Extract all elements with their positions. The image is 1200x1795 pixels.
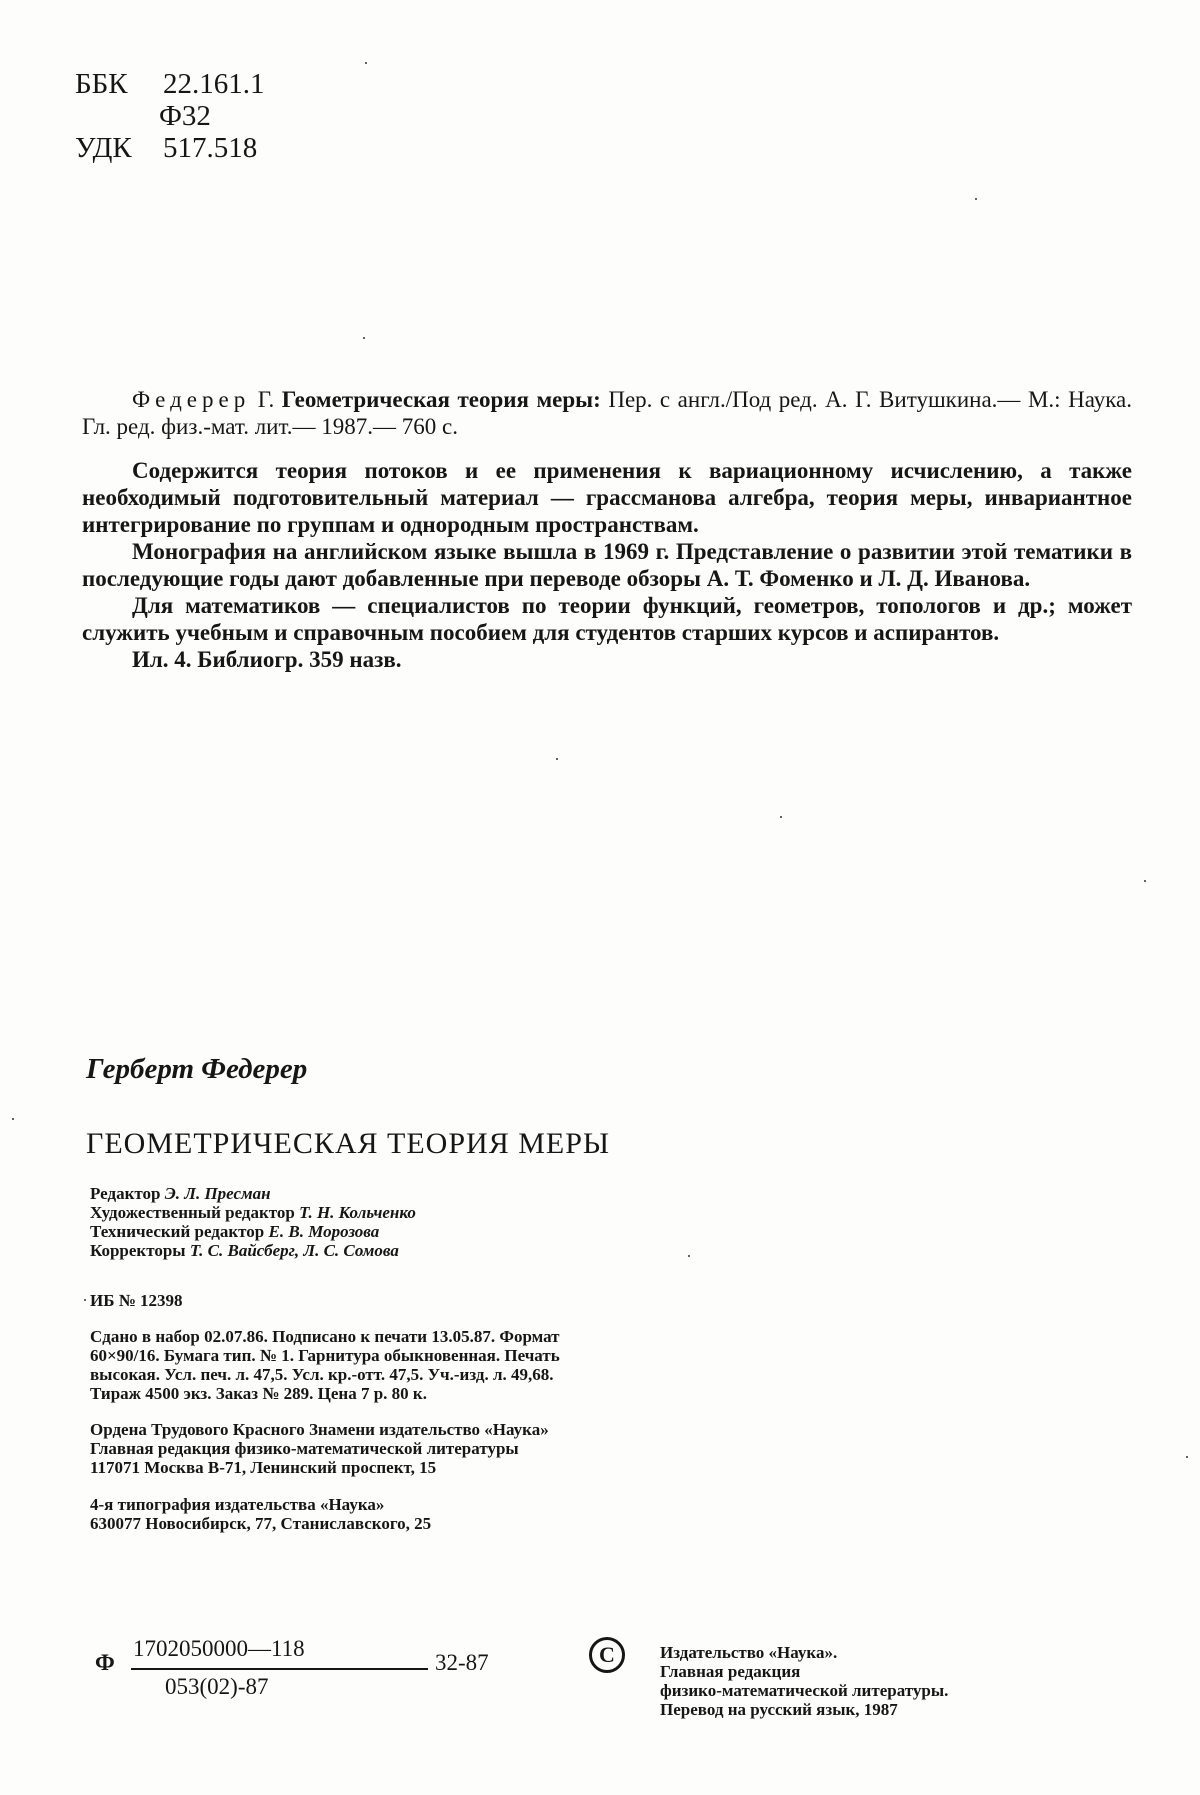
print-line: Сдано в набор 02.07.86. Подписано к печати 13.05.87. Формат	[90, 1327, 560, 1346]
proofreaders-names: Т. С. Вайсберг, Л. С. Сомова	[189, 1241, 399, 1260]
author-mark: Ф32	[159, 100, 211, 132]
book-title: ГЕОМЕТРИЧЕСКАЯ ТЕОРИЯ МЕРЫ	[86, 1127, 611, 1160]
bibliographic-annotation	[82, 386, 1132, 673]
citation-author: Федерер	[132, 387, 251, 412]
scan-speck	[1186, 1456, 1188, 1458]
scan-speck	[688, 1255, 690, 1257]
fraction-bar	[131, 1668, 428, 1670]
art-editor-name: Т. Н. Кольченко	[299, 1203, 416, 1222]
copyright-line: Перевод на русский язык, 1987	[660, 1700, 898, 1719]
scan-speck	[1144, 880, 1146, 882]
ib-number: ИБ № 12398	[90, 1291, 183, 1310]
scan-speck	[363, 337, 365, 339]
udk-label: УДК	[75, 132, 132, 164]
print-line: Тираж 4500 экз. Заказ № 289. Цена 7 р. 80 к.	[90, 1384, 427, 1403]
publisher-info	[90, 1420, 870, 1477]
editor-name: Э. Л. Пресман	[164, 1184, 271, 1203]
copyright-line: Главная редакция	[660, 1662, 801, 1681]
tech-editor-name: Е. В. Морозова	[268, 1222, 380, 1241]
udk-value: 517.518	[163, 132, 258, 164]
print-line: высокая. Усл. печ. л. 47,5. Усл. кр.-отт. 47,5. Уч.-изд. л. 49,68.	[90, 1365, 554, 1384]
price-phi: Ф	[95, 1650, 115, 1675]
scan-speck	[556, 758, 558, 760]
printer-line: 4-я типография издательства «Наука»	[90, 1495, 385, 1514]
scan-speck	[975, 198, 977, 200]
citation	[82, 386, 1132, 440]
scan-speck	[365, 62, 367, 64]
tech-editor-line	[90, 1222, 870, 1241]
price-denominator: 053(02)-87	[165, 1674, 269, 1699]
printer-line: 630077 Новосибирск, 77, Станиславского, 25	[90, 1514, 432, 1533]
bbk-label: ББК	[75, 68, 128, 100]
citation-title: Геометрическая теория меры:	[281, 387, 601, 412]
annotation-paragraph-1: Содержится теория потоков и ее применения к вариационному исчислению, а также необходимый подготовительный материал — грассманова алгебра, теория меры, инвариантное интегрирование по группам и однородным пространствам.	[82, 458, 1132, 537]
copyright-notice	[660, 1643, 948, 1719]
print-details	[90, 1327, 870, 1403]
citation-initial: Г.	[257, 387, 275, 412]
scan-speck	[12, 1118, 14, 1120]
art-editor-label: Художественный редактор	[90, 1203, 295, 1222]
scan-speck	[780, 816, 782, 818]
scan-speck	[84, 1299, 86, 1301]
art-editor-line	[90, 1203, 870, 1222]
price-numerator: 1702050000—118	[133, 1636, 305, 1661]
copyright-icon: C	[589, 1637, 625, 1673]
classification-codes	[75, 68, 265, 164]
print-line: 60×90/16. Бумага тип. № 1. Гарнитура обыкновенная. Печать	[90, 1346, 560, 1365]
book-author: Герберт Федерер	[86, 1053, 308, 1085]
editor-line	[90, 1184, 870, 1203]
copyright-line: физико-математической литературы.	[660, 1681, 949, 1700]
tech-editor-label: Технический редактор	[90, 1222, 265, 1241]
editor-label: Редактор	[90, 1184, 161, 1203]
printer-info	[90, 1495, 870, 1533]
annotation-paragraph-2: Монография на английском языке вышла в 1969 г. Представление о развитии этой тематики в последующие годы дают добавленные при переводе обзоры А. Т. Фоменко и Л. Д. Иванова.	[82, 539, 1132, 591]
publisher-line: Ордена Трудового Красного Знамени издательство «Наука»	[90, 1420, 549, 1439]
annotation-paragraph-4: Ил. 4. Библиогр. 359 назв.	[132, 647, 402, 672]
publisher-line: 117071 Москва В-71, Ленинский проспект, 15	[90, 1458, 437, 1477]
proofreaders-line	[90, 1241, 870, 1260]
price-suffix: 32-87	[435, 1650, 489, 1675]
annotation-paragraph-3: Для математиков — специалистов по теории функций, геометров, топологов и др.; может служить учебным и справочным пособием для студентов старших курсов и аспирантов.	[82, 593, 1132, 645]
bbk-value: 22.161.1	[163, 68, 265, 100]
proofreaders-label: Корректоры	[90, 1241, 186, 1260]
citation-rest: Пер. с англ./Под ред. А. Г. Витушкина.— М.: Наука. Гл. ред. физ.-мат. лит.— 1987.— 760 с.	[82, 387, 1133, 439]
publisher-line: Главная редакция физико-математической литературы	[90, 1439, 519, 1458]
editors-list	[90, 1184, 870, 1260]
copyright-line: Издательство «Наука».	[660, 1643, 838, 1662]
